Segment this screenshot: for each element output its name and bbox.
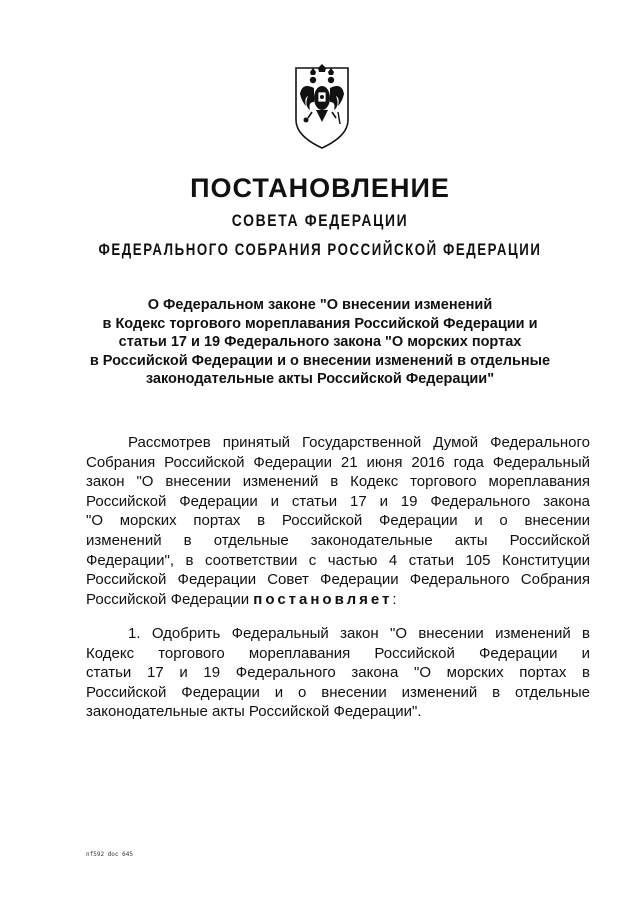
- subject-line: О Федеральном законе "О внесении изменений: [147, 297, 493, 313]
- paragraph-line: Федерации", в соответствии с частью 4 статьи 105 Конституции: [86, 551, 590, 569]
- coat-of-arms-icon: [292, 62, 352, 152]
- last-line-prefix: Российской Федерации: [86, 590, 250, 608]
- paragraph-line: Собрания Российской Федерации 21 июня 2016 года Федеральный: [86, 453, 590, 471]
- paragraph-line: Российской Федерации и о внесении изменений в отдельные: [86, 683, 590, 701]
- subject-line: законодательные акты Российской Федерации": [145, 371, 495, 387]
- document-title: ПОСТАНОВЛЕНИЕ: [190, 173, 450, 203]
- footer-document-code: nf592 doc 645: [86, 851, 133, 858]
- issuer-line-2: ФЕДЕРАЛЬНОГО СОБРАНИЯ РОССИЙСКОЙ ФЕДЕРАЦИИ: [98, 240, 542, 259]
- paragraph-line: статьи 17 и 19 Федерального закона "О морских портах в: [86, 664, 590, 682]
- issuer-line-1: СОВЕТА ФЕДЕРАЦИИ: [231, 211, 409, 230]
- paragraph-line: Кодекс торгового мореплавания Российской Федерации и: [86, 644, 590, 662]
- preamble-paragraph: [86, 433, 590, 609]
- subject-line: в Кодекс торгового мореплавания Российской Федерации и: [102, 315, 538, 332]
- last-line-suffix: :: [392, 590, 397, 608]
- document-subject: [60, 296, 580, 389]
- resolution-item-1: [86, 624, 590, 722]
- paragraph-line: Рассмотрев принятый Государственной Думой Федерального: [128, 434, 590, 451]
- paragraph-line: Российской Федерации и статьи 17 и 19 Федерального закона: [86, 492, 590, 510]
- paragraph-line: законодательные акты Российской Федерации".: [86, 703, 422, 721]
- subject-line: в Российской Федерации и о внесении изменений в отдельные: [89, 352, 551, 369]
- subject-line: статьи 17 и 19 Федерального закона "О морских портах: [118, 334, 522, 350]
- paragraph-line: 1. Одобрить Федеральный закон "О внесении изменений в: [128, 625, 590, 642]
- paragraph-line: "О морских портах в Российской Федерации и о внесении: [86, 512, 590, 530]
- paragraph-last-line: [86, 590, 590, 610]
- paragraph-line: закон "О внесении изменений в Кодекс торгового мореплавания: [86, 473, 590, 491]
- paragraph-line: Российской Федерации Совет Федерации Федерального Собрания: [86, 571, 590, 589]
- paragraph-line: изменений в отдельные законодательные акты Российской: [86, 531, 590, 549]
- decision-word: постановляет: [253, 590, 393, 608]
